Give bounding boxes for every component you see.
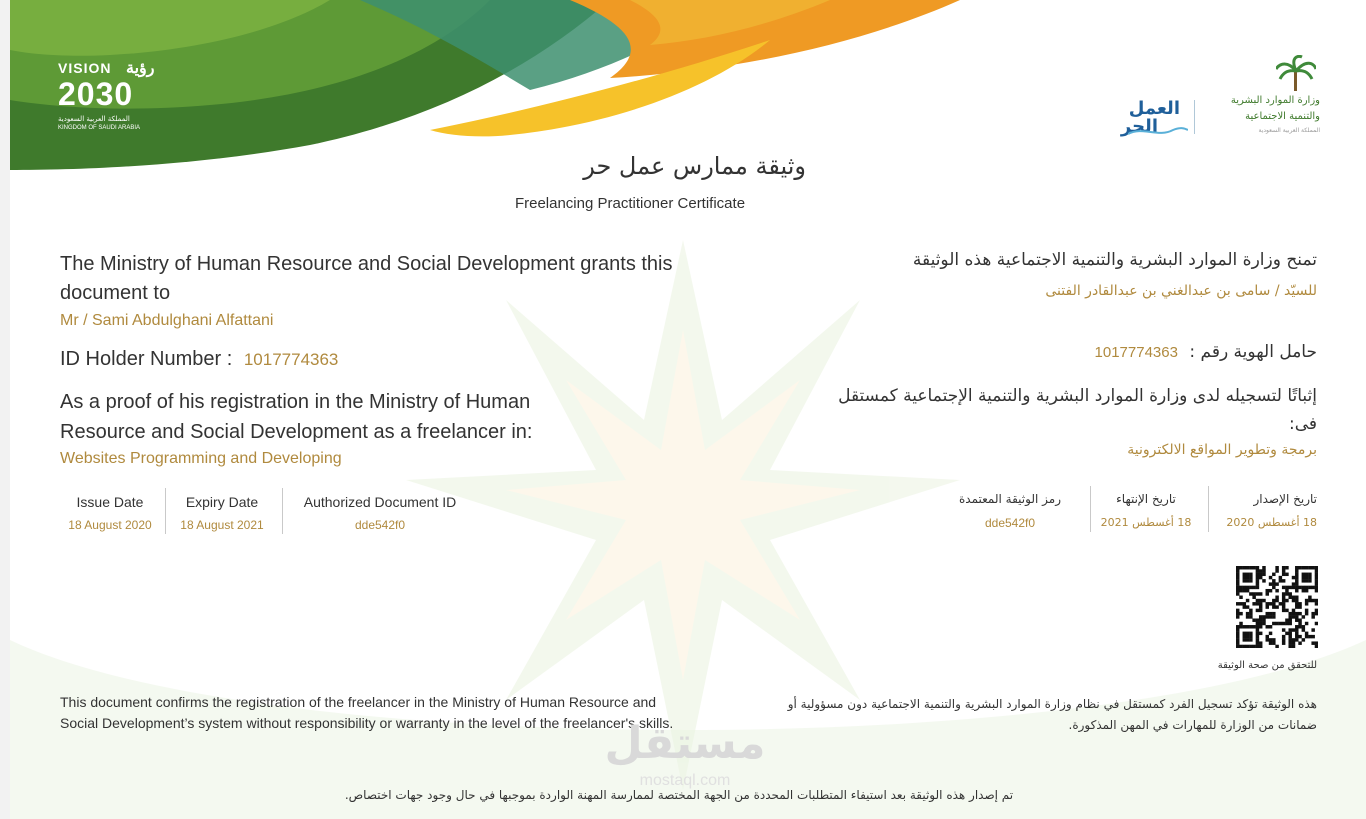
kingdom-arabic: المملكة العربية السعودية bbox=[58, 115, 130, 123]
expiry-date-label-arabic: تاريخ الإنتهاء bbox=[1116, 492, 1176, 506]
wave-icon bbox=[1128, 126, 1188, 138]
document-id-english bbox=[290, 494, 470, 532]
ministry-name-line2: والتنمية الاجتماعية bbox=[1245, 111, 1320, 122]
freelance-logo bbox=[1098, 98, 1186, 144]
id-value-arabic: 1017774363 bbox=[1094, 344, 1178, 361]
watermark-logo: مستقل bbox=[604, 718, 766, 769]
grant-text-arabic: تمنح وزارة الموارد البشرية والتنمية الاجتماعية هذه الوثيقة bbox=[912, 250, 1317, 270]
vision-label: VISION bbox=[58, 60, 112, 76]
document-id-value-arabic: dde542f0 bbox=[984, 516, 1036, 530]
expiry-date-label: Expiry Date bbox=[185, 494, 259, 510]
qr-caption: للتحقق من صحة الوثيقة bbox=[1217, 660, 1317, 671]
ministry-logo bbox=[1200, 55, 1320, 140]
profession-arabic: برمجة وتطوير المواقع الالكترونية bbox=[1127, 442, 1317, 458]
ministry-country: المملكة العربية السعودية bbox=[1258, 127, 1320, 134]
meta-divider bbox=[1208, 486, 1209, 532]
holder-name-english: Mr / Sami Abdulghani Alfattani bbox=[60, 312, 274, 329]
grant-text-english: The Ministry of Human Resource and Social Development grants this document to bbox=[60, 253, 673, 304]
bottom-note-arabic: تم إصدار هذه الوثيقة بعد استيفاء المتطلبات المحددة من الجهة المختصة لممارسة المهنة الواردة بموجبها في حال وجود جهات اختصاص. bbox=[344, 788, 1014, 802]
profession-english: Websites Programming and Developing bbox=[60, 450, 342, 467]
meta-divider bbox=[282, 488, 283, 534]
document-id-value: dde542f0 bbox=[354, 518, 406, 532]
qr-code[interactable] bbox=[1236, 566, 1318, 648]
title-arabic: وثيقة ممارس عمل حر bbox=[583, 152, 806, 180]
id-number-arabic bbox=[910, 342, 1317, 362]
holder-name-arabic: للسيّد / سامى بن عبدالغني بن عبدالقادر الفتنى bbox=[1045, 283, 1317, 299]
document-id-label-arabic: رمز الوثيقة المعتمدة bbox=[959, 492, 1061, 506]
logo-divider bbox=[1194, 100, 1195, 134]
kingdom-english: KINGDOM OF SAUDI ARABIA bbox=[58, 125, 141, 131]
expiry-date-value: 18 August 2021 bbox=[180, 518, 264, 532]
palm-tree-icon bbox=[1276, 55, 1316, 91]
page-left-margin bbox=[0, 0, 10, 819]
document-id-arabic bbox=[940, 492, 1080, 530]
vision-label-arabic: رؤية bbox=[126, 60, 155, 77]
vision-year: 2030 bbox=[58, 76, 134, 112]
issue-date-value: 18 August 2020 bbox=[68, 518, 152, 532]
issue-date-english bbox=[60, 494, 160, 532]
ministry-name-line1: وزارة الموارد البشرية bbox=[1230, 95, 1320, 106]
freelance-logo-line1: العمل bbox=[1128, 98, 1180, 119]
document-id-label: Authorized Document ID bbox=[303, 494, 457, 510]
title-english: Freelancing Practitioner Certificate bbox=[514, 195, 746, 212]
vision-2030-logo bbox=[58, 60, 188, 140]
proof-text-english: As a proof of his registration in the Ministry of Human Resource and Social Development as a freelancer in: bbox=[60, 391, 533, 443]
id-label-english: ID Holder Number : bbox=[60, 348, 233, 370]
certificate-page bbox=[10, 0, 1366, 819]
expiry-date-value-arabic: 18 أغسطس 2021 bbox=[1100, 516, 1192, 529]
disclaimer-english: This document confirms the registration of the freelancer in the Ministry of Human Resource and Social Development’s system without responsibility or warranty in the level of the freelancer's skills. bbox=[60, 694, 674, 731]
expiry-date-english bbox=[172, 494, 272, 532]
issue-date-label: Issue Date bbox=[76, 494, 144, 510]
expiry-date-arabic bbox=[1096, 492, 1196, 529]
issue-date-label-arabic: تاريخ الإصدار bbox=[1253, 492, 1317, 506]
issue-date-arabic bbox=[1210, 492, 1317, 529]
issue-date-value-arabic: 18 أغسطس 2020 bbox=[1226, 516, 1317, 529]
proof-text-arabic: إثباتًا لتسجيله لدى وزارة الموارد البشرية والتنمية الإجتماعية كمستقل فى: bbox=[838, 386, 1317, 434]
watermark-url: mostaql.com bbox=[639, 772, 731, 789]
id-label-arabic: حامل الهوية رقم : bbox=[1189, 342, 1317, 362]
freelance-logo-line2: الحر bbox=[1120, 116, 1158, 137]
meta-divider bbox=[1090, 486, 1091, 532]
disclaimer-arabic: هذه الوثيقة تؤكد تسجيل الفرد كمستقل في نظام وزارة الموارد البشرية والتنمية الاجتماعية دون مسؤولية أو ضمانات من الوزارة للمهارات في المهن المذكورة. bbox=[787, 697, 1317, 732]
id-number-english bbox=[60, 348, 338, 371]
id-value-english: 1017774363 bbox=[243, 350, 339, 369]
meta-divider bbox=[165, 488, 166, 534]
